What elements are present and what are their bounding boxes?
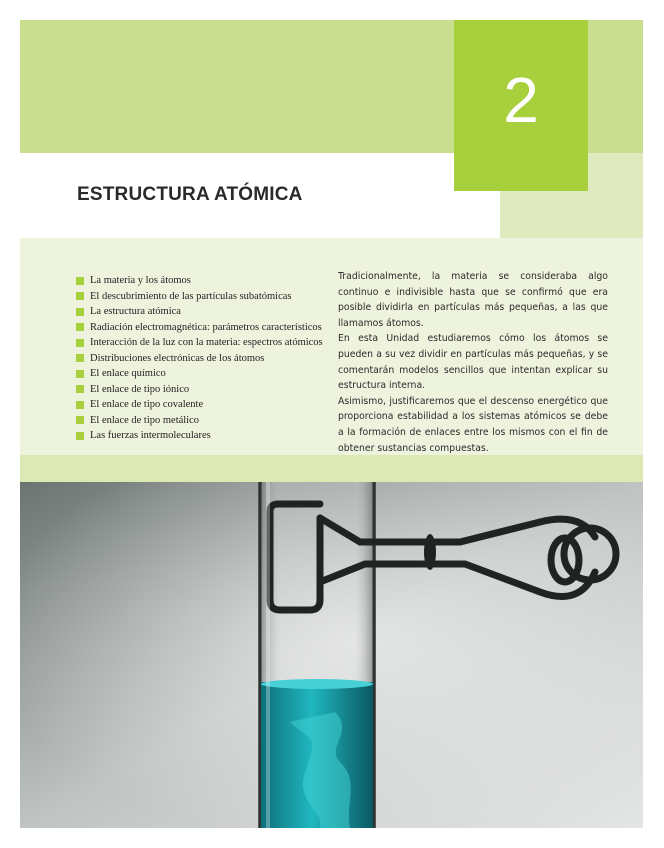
square-bullet-icon: [76, 416, 84, 424]
topic-label: El enlace de tipo iónico: [90, 383, 190, 395]
square-bullet-icon: [76, 339, 84, 347]
topic-item: [76, 304, 323, 320]
topic-item: [76, 413, 323, 429]
divider-strip: [20, 455, 643, 482]
topic-item: [76, 382, 323, 398]
square-bullet-icon: [76, 432, 84, 440]
glass-highlight: [266, 482, 270, 828]
square-bullet-icon: [76, 401, 84, 409]
intro-paragraph: Asimismo, justificaremos que el descenso energético que proporciona estabilidad a los sistemas atómicos se debe a la formación de enlaces entre los mismos con el fin de obtener sustancias compuestas.: [338, 395, 608, 454]
chapter-title: ESTRUCTURA ATÓMICA: [77, 184, 303, 205]
topic-item: [76, 320, 323, 336]
topic-label: Interacción de la luz con la materia: espectros atómicos: [90, 337, 323, 348]
square-bullet-icon: [76, 292, 84, 300]
liquid-meniscus: [261, 679, 373, 689]
square-bullet-icon: [76, 308, 84, 316]
square-bullet-icon: [76, 385, 84, 393]
topic-label: Radiación electromagnética: parámetros característicos: [90, 321, 322, 333]
topic-item: [76, 335, 323, 351]
square-bullet-icon: [76, 277, 84, 285]
chapter-cover-page: [20, 20, 643, 828]
topic-item: [76, 289, 323, 305]
topic-label: El enlace de tipo metálico: [90, 414, 200, 426]
intro-paragraph: Tradicionalmente, la materia se consideraba algo continuo e indivisible hasta que se confirmó que era posible dividirla en partículas más pequeñas, a las que llamamos átomos.: [338, 271, 608, 329]
square-bullet-icon: [76, 323, 84, 331]
topic-label: El enlace químico: [90, 368, 166, 379]
topic-item: [76, 366, 323, 382]
chapter-number: 2: [503, 64, 539, 136]
topic-label: Distribuciones electrónicas de los átomos: [90, 352, 265, 364]
topic-item: [76, 397, 323, 413]
topic-label: La estructura atómica: [90, 306, 181, 317]
topic-label: El descubrimiento de las partículas subatómicas: [90, 290, 292, 302]
square-bullet-icon: [76, 354, 84, 362]
topic-item: [76, 428, 323, 444]
topic-label: La materia y los átomos: [90, 275, 191, 286]
topic-list: [76, 273, 323, 444]
test-tube-photo: [20, 482, 643, 828]
topic-item: [76, 273, 323, 289]
topic-item: [76, 351, 323, 367]
intro-text: [338, 269, 608, 456]
topic-label: El enlace de tipo covalente: [90, 399, 204, 410]
chapter-tab-notch: [454, 153, 492, 191]
intro-paragraph: En esta Unidad estudiaremos cómo los átomos se pueden a su vez dividir en partículas más pequeñas, y se comentarán modelos sencillos que intentan explicar su estructura interna.: [338, 333, 608, 392]
square-bullet-icon: [76, 370, 84, 378]
clamp-screw-icon: [424, 534, 436, 570]
topic-label: Las fuerzas intermoleculares: [90, 430, 211, 441]
